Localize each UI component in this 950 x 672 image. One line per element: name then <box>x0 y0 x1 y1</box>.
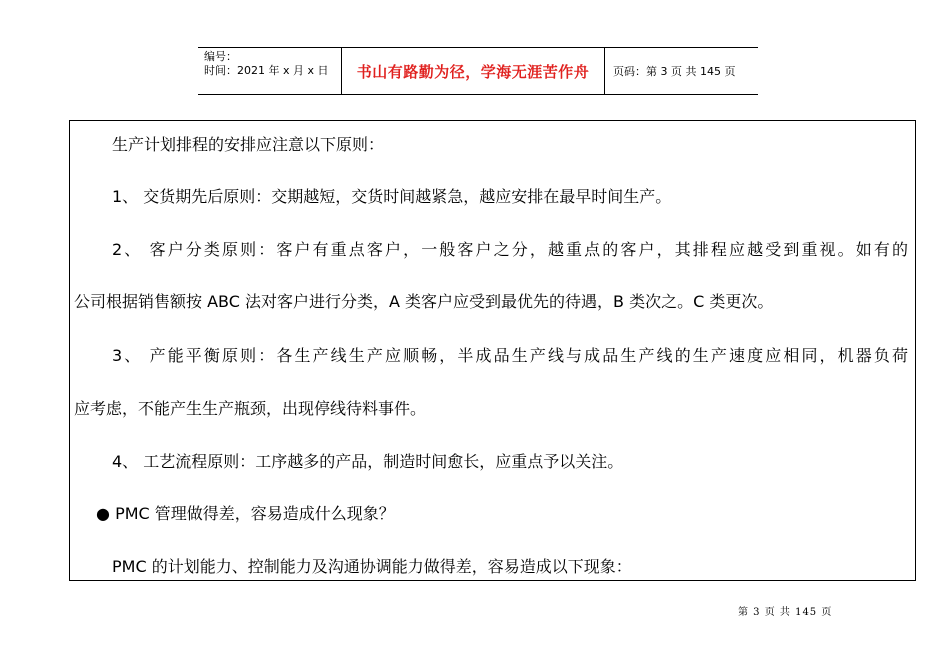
time-label: 时间：2021 年 x 月 x 日 <box>204 64 329 77</box>
number-label: 编号： <box>204 50 237 63</box>
header-meta-cell <box>198 48 341 94</box>
header-page-cell <box>605 48 758 94</box>
question-line <box>96 504 395 524</box>
document-header <box>198 47 758 95</box>
question-text: PMC 管理做得差，容易造成什么现象？ <box>115 504 395 523</box>
principle-3-line-1: 3、 产能平衡原则：各生产线生产应顺畅，半成品生产线与成品生产线的生产速度应相同，机器负荷 <box>112 346 908 365</box>
bullet-icon: ● <box>96 504 110 523</box>
answer-intro: PMC 的计划能力、控制能力及沟通协调能力做得差，容易造成以下现象： <box>112 557 632 576</box>
content-box <box>69 120 916 581</box>
page-footer: 第 3 页 共 145 页 <box>738 607 833 618</box>
principle-4: 4、 工艺流程原则：工序越多的产品，制造时间愈长，应重点予以关注。 <box>112 452 624 471</box>
principle-2-line-2: 公司根据销售额按 ABC 法对客户进行分类，A 类客户应受到最优先的待遇，B 类次之。C 类更次。 <box>74 292 774 311</box>
intro-text: 生产计划排程的安排应注意以下原则： <box>112 135 385 154</box>
header-motto-cell <box>341 48 605 94</box>
principle-1: 1、 交货期先后原则：交期越短，交货时间越紧急，越应安排在最早时间生产。 <box>112 187 672 206</box>
principle-3-line-2: 应考虑，不能产生生产瓶颈，出现停线待料事件。 <box>74 399 427 418</box>
principle-2-line-1: 2、 客户分类原则：客户有重点客户，一般客户之分，越重点的客户，其排程应越受到重视。如有的 <box>112 240 908 259</box>
page-label: 页码：第 3 页 共 145 页 <box>613 65 736 78</box>
motto-text: 书山有路勤为径，学海无涯苦作舟 <box>356 62 590 81</box>
